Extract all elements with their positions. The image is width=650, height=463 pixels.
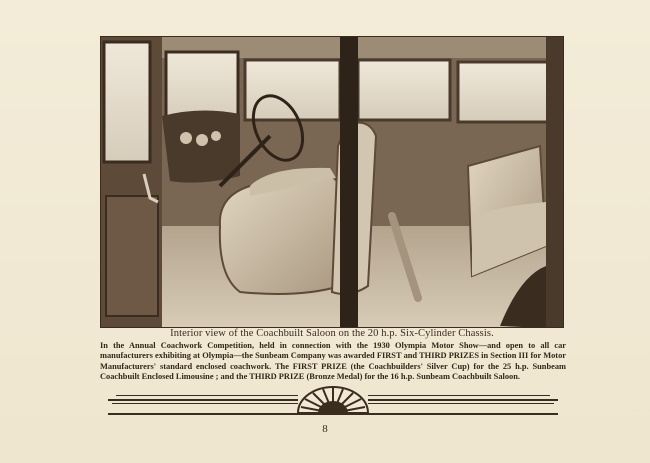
- sunburst-divider-icon: [108, 385, 558, 415]
- decorative-divider: [108, 385, 558, 415]
- page-number: 8: [322, 423, 328, 435]
- interior-photo-illustration: [100, 36, 564, 328]
- interior-photo: [100, 36, 564, 328]
- photo-caption: Interior view of the Coachbuilt Saloon on the 20 h.p. Six-Cylinder Chassis.: [170, 328, 494, 339]
- award-paragraph: In the Annual Coachwork Competition, held in connection with the 1930 Olympia Motor Show—and open to all car manufacturers exhibiting at Olympia—the Sunbeam Company was awarded FIRST and THIRD PRIZES in Section III for Motor Manufacturers' standard enclosed coachwork. The FIRST PRIZE (the Coachbuilders' Silver Cup) for the 25 h.p. Sunbeam Coachbuilt Enclosed Limousine ; and the THIRD PRIZE (Bronze Medal) for the 16 h.p. Sunbeam Coachbuilt Saloon.: [100, 341, 566, 382]
